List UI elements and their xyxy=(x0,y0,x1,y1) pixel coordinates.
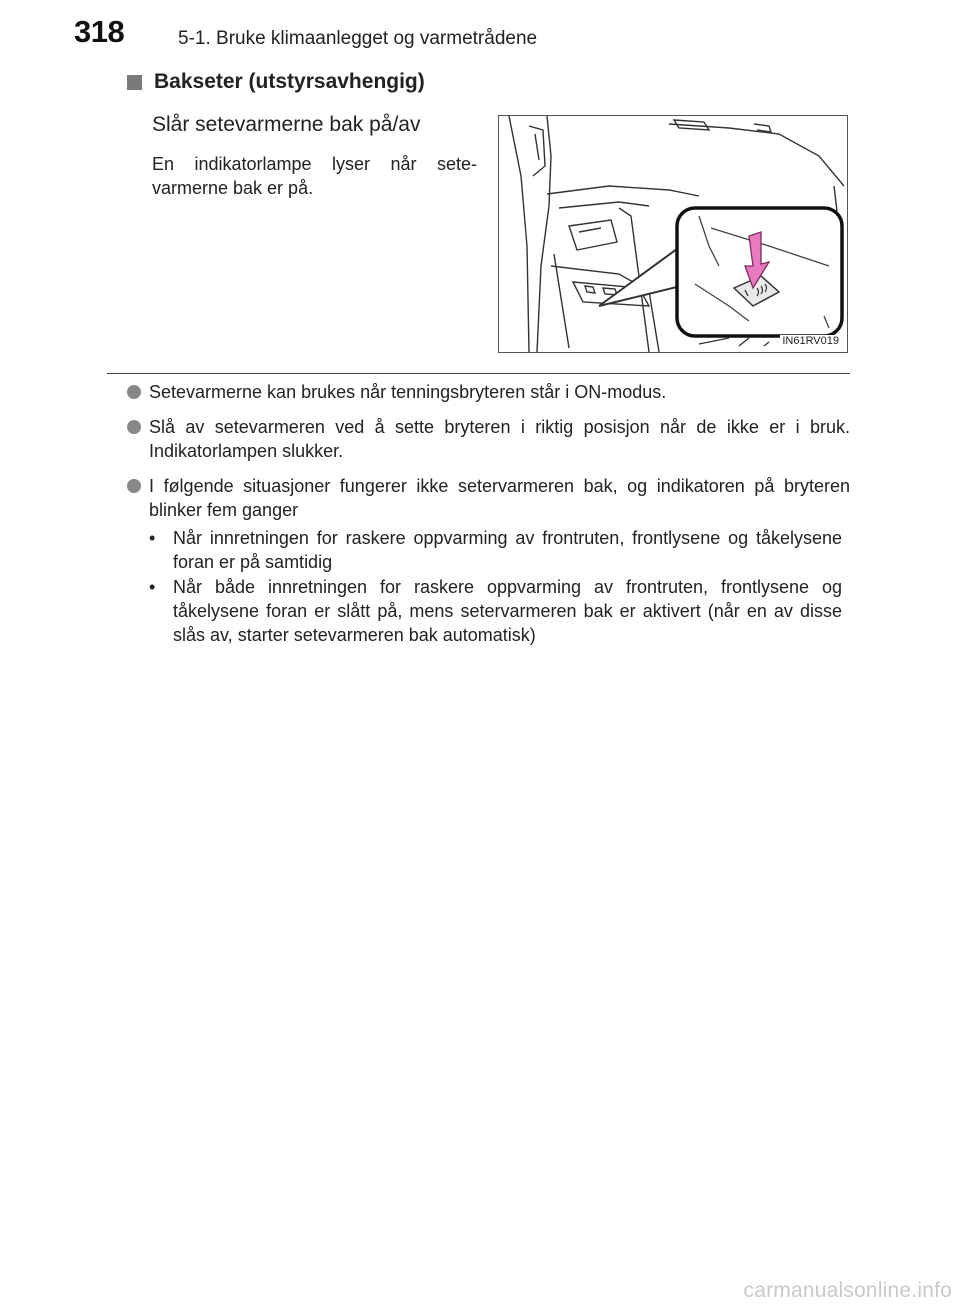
square-bullet-icon xyxy=(127,75,142,90)
rear-seat-heater-illustration xyxy=(498,115,848,353)
page-number: 318 xyxy=(74,14,125,49)
chapter-title: 5-1. Bruke klimaanlegget og varmetrådene xyxy=(178,28,538,49)
figure-code: IN61RV019 xyxy=(782,335,839,347)
note-item xyxy=(127,415,850,463)
section-heading-text: Bakseter (utstyrsavhengig) xyxy=(154,70,425,93)
note-text: Slå av setevarmeren ved å sette bryteren i riktig posisjon når de ikke er i bruk. Indikatorlampen slukker. xyxy=(149,417,850,461)
note-text: I følgende situasjoner fungerer ikke setervarmeren bak, og indikatoren på bryteren blinker fem ganger xyxy=(149,476,850,520)
round-bullet-icon xyxy=(127,479,141,493)
round-bullet-icon xyxy=(127,420,141,434)
subheading: Slår setevarmerne bak på/av xyxy=(152,113,421,136)
footer-watermark: carmanualsonline.info xyxy=(743,1279,952,1302)
section-divider xyxy=(107,373,850,374)
sublist-item-text: Når innretningen for raskere oppvarming av frontruten, frontlysene og tåkelysene foran er på samtidig xyxy=(173,528,842,572)
note-item xyxy=(127,474,850,647)
dot-bullet-icon: • xyxy=(149,528,156,548)
note-item xyxy=(127,380,850,404)
sublist-item xyxy=(149,526,850,574)
note-sublist xyxy=(149,526,850,647)
dot-bullet-icon: • xyxy=(149,577,156,597)
round-bullet-icon xyxy=(127,385,141,399)
sublist-item xyxy=(149,575,850,647)
sublist-item-text: Når både innretningen for raskere oppvarming av frontruten, frontlysene og tåkelysene foran er slått på, mens setervarmeren bak er aktivert (når en av disse slås av, starter setevarmeren bak automatisk) xyxy=(173,577,842,645)
note-text: Setevarmerne kan brukes når tenningsbryteren står i ON-modus. xyxy=(149,382,667,402)
description: En indikatorlampe lyser når sete-varmerne bak er på. xyxy=(152,154,477,198)
rear-door-panel-drawing xyxy=(499,116,847,352)
section-heading xyxy=(127,70,425,94)
notes-list xyxy=(127,380,850,658)
